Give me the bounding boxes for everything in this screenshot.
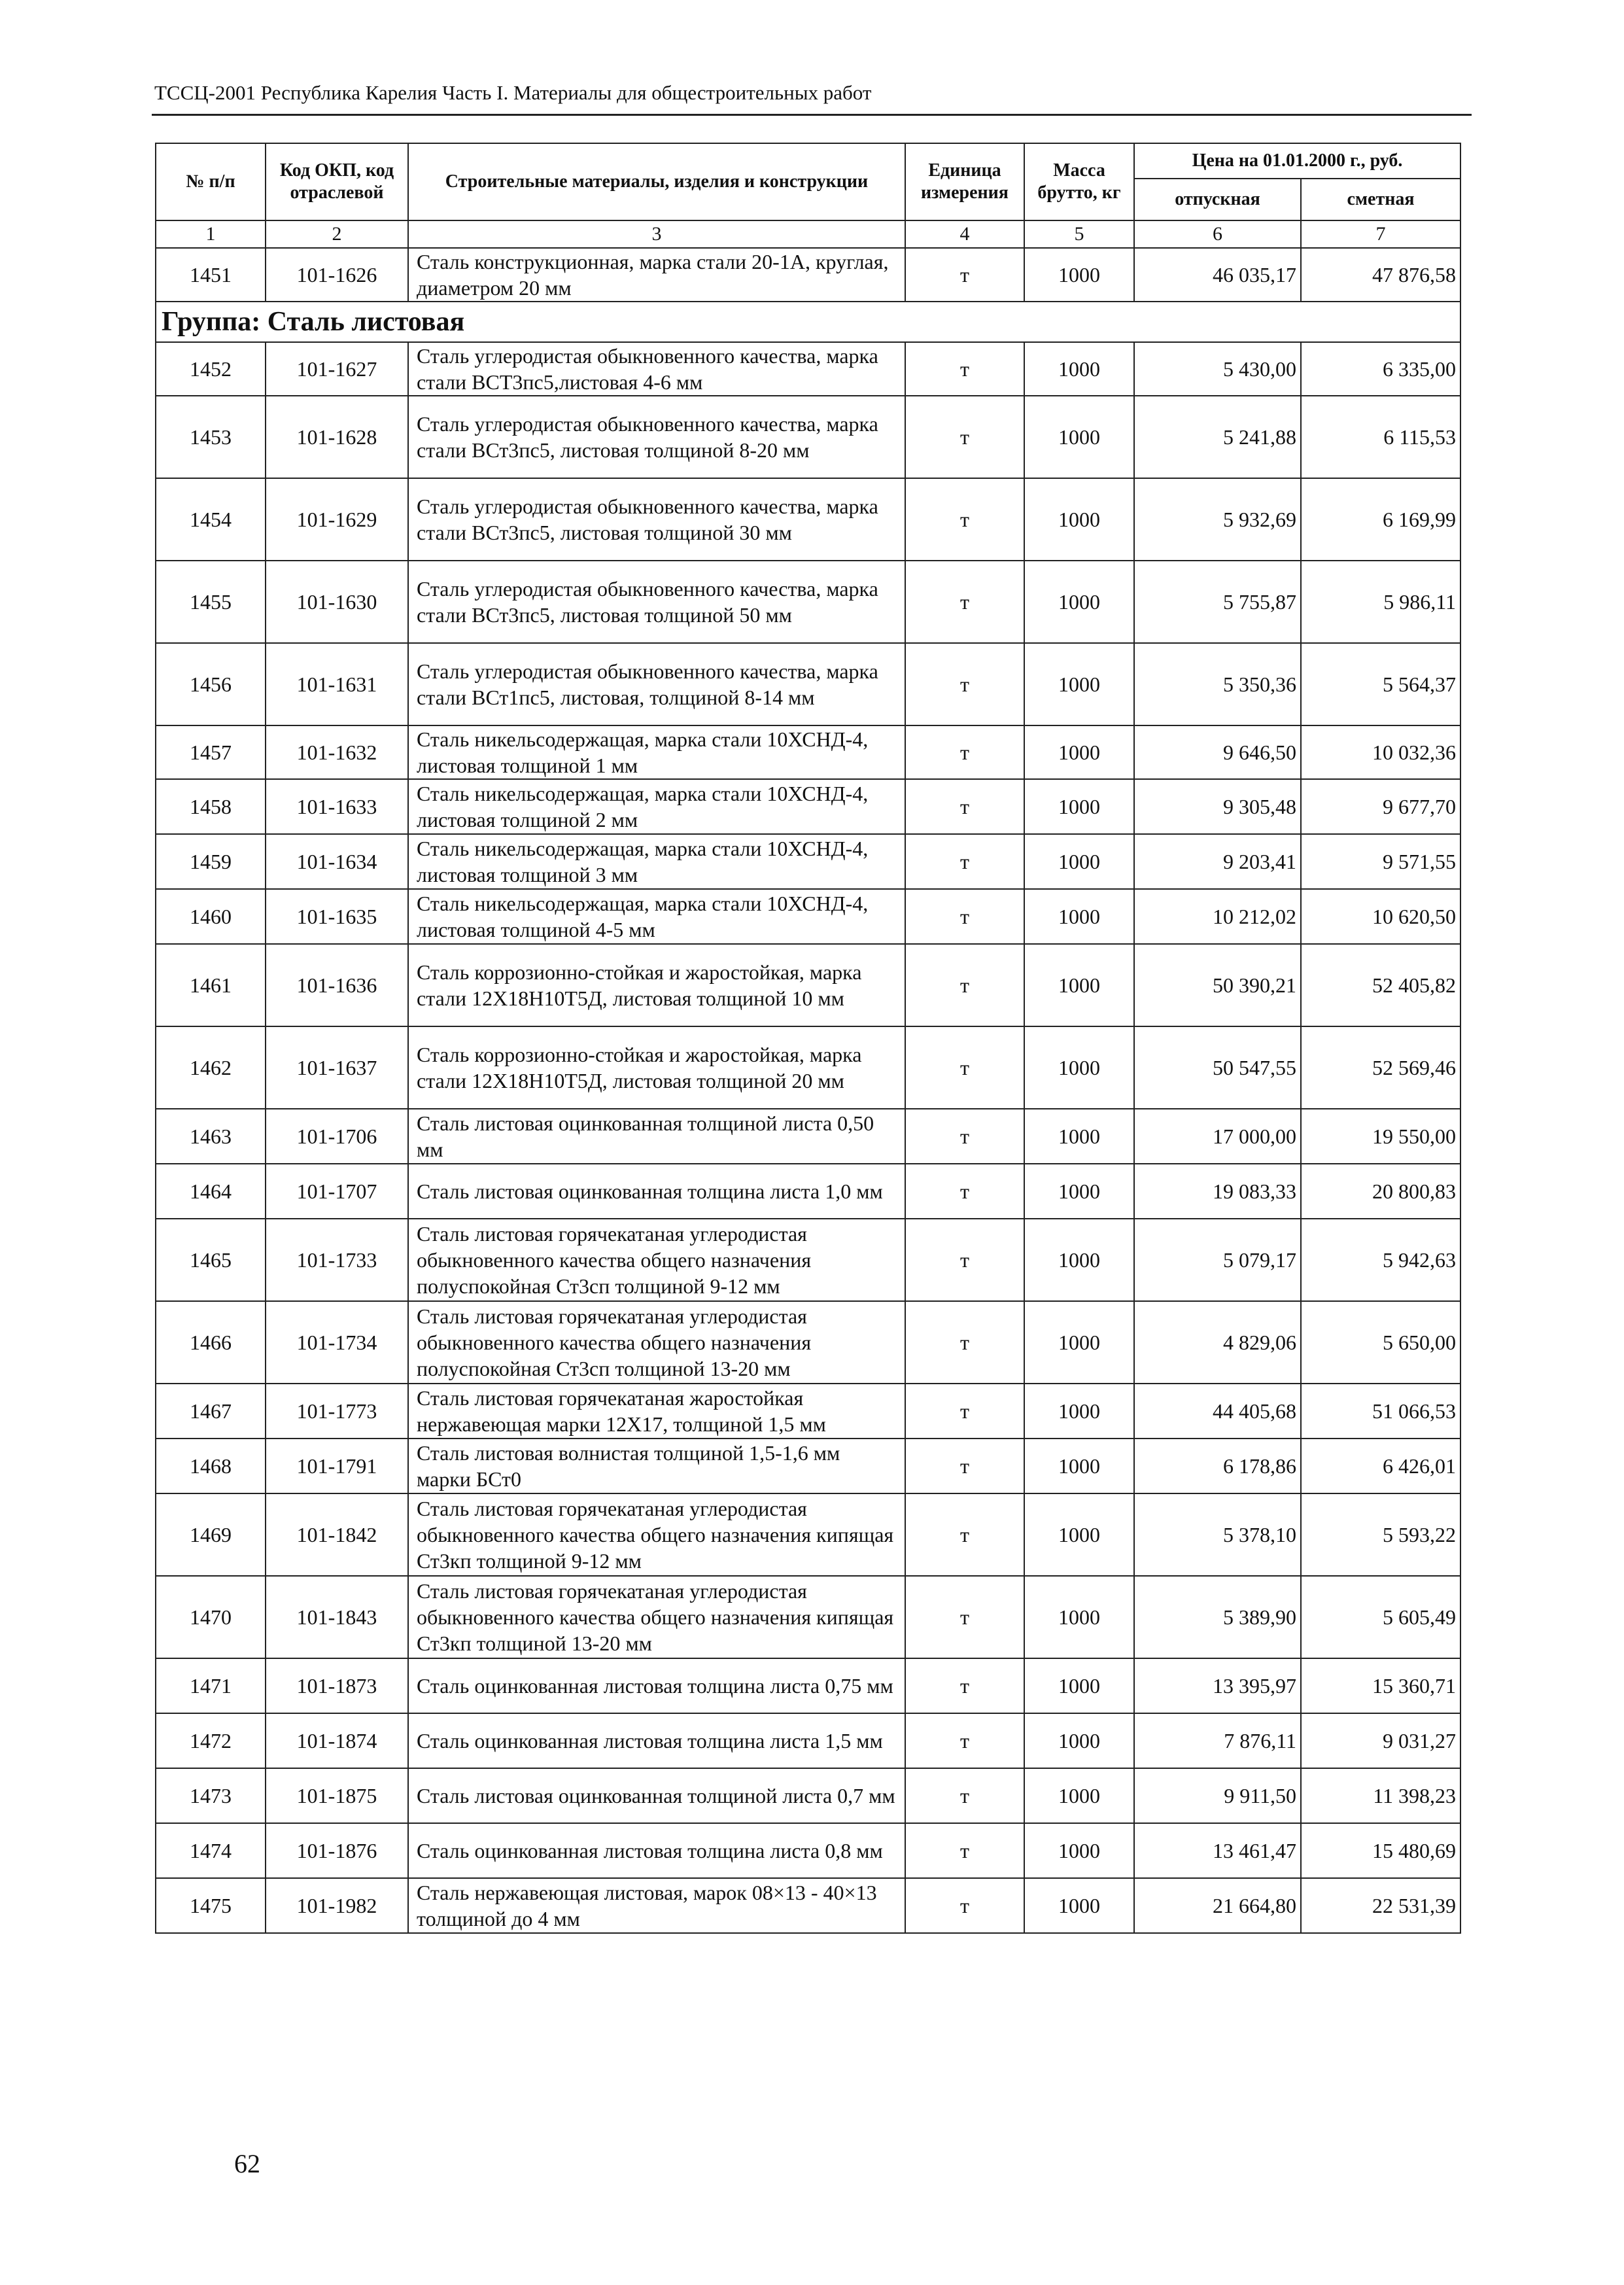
row-number: 1468 <box>156 1439 266 1493</box>
row-price-estimate: 52 569,46 <box>1301 1026 1460 1109</box>
row-price-estimate: 5 942,63 <box>1301 1219 1460 1301</box>
row-price-estimate: 51 066,53 <box>1301 1384 1460 1439</box>
row-price-estimate: 5 986,11 <box>1301 561 1460 643</box>
row-mass: 1000 <box>1024 725 1134 779</box>
row-number: 1467 <box>156 1384 266 1439</box>
row-number: 1461 <box>156 944 266 1026</box>
row-mass: 1000 <box>1024 643 1134 725</box>
row-mass: 1000 <box>1024 1301 1134 1384</box>
row-description: Сталь углеродистая обыкновенного качества, марка стали ВСт3пс5, листовая толщиной 8-20 мм <box>408 396 905 478</box>
row-number: 1462 <box>156 1026 266 1109</box>
row-description: Сталь никельсодержащая, марка стали 10ХСНД-4, листовая толщиной 2 мм <box>408 779 905 834</box>
row-code: 101-1631 <box>266 643 408 725</box>
row-code: 101-1634 <box>266 834 408 889</box>
row-mass: 1000 <box>1024 342 1134 396</box>
row-price-estimate: 10 032,36 <box>1301 725 1460 779</box>
row-unit: т <box>905 1219 1024 1301</box>
row-unit: т <box>905 1109 1024 1164</box>
row-number: 1466 <box>156 1301 266 1384</box>
row-number: 1471 <box>156 1658 266 1713</box>
row-price-release: 13 461,47 <box>1134 1823 1301 1878</box>
row-description: Сталь коррозионно-стойкая и жаростойкая, марка стали 12Х18Н10Т5Д, листовая толщиной 10 мм <box>408 944 905 1026</box>
row-code: 101-1630 <box>266 561 408 643</box>
row-unit: т <box>905 1768 1024 1823</box>
row-price-release: 10 212,02 <box>1134 889 1301 944</box>
row-mass: 1000 <box>1024 944 1134 1026</box>
row-code: 101-1632 <box>266 725 408 779</box>
column-number: 1 <box>156 220 266 248</box>
row-unit: т <box>905 396 1024 478</box>
header-row-1 <box>156 143 1460 179</box>
row-price-release: 4 829,06 <box>1134 1301 1301 1384</box>
row-number: 1470 <box>156 1576 266 1658</box>
row-description: Сталь углеродистая обыкновенного качества, марка стали ВСт1пс5, листовая, толщиной 8-14 мм <box>408 643 905 725</box>
table-row <box>156 1301 1460 1384</box>
row-description: Сталь коррозионно-стойкая и жаростойкая, марка стали 12Х18Н10Т5Д, листовая толщиной 20 мм <box>408 1026 905 1109</box>
table-row <box>156 1219 1460 1301</box>
row-description: Сталь листовая горячекатаная жаростойкая нержавеющая марки 12Х17, толщиной 1,5 мм <box>408 1384 905 1439</box>
col-header-desc: Строительные материалы, изделия и конструкции <box>408 143 905 220</box>
row-price-release: 5 378,10 <box>1134 1493 1301 1576</box>
row-description: Сталь листовая оцинкованная толщиной листа 0,7 мм <box>408 1768 905 1823</box>
row-price-estimate: 5 564,37 <box>1301 643 1460 725</box>
row-description: Сталь листовая горячекатаная углеродистая обыкновенного качества общего назначения полуспокойная Ст3сп толщиной 9-12 мм <box>408 1219 905 1301</box>
row-description: Сталь оцинкованная листовая толщина листа 0,8 мм <box>408 1823 905 1878</box>
row-unit: т <box>905 944 1024 1026</box>
row-code: 101-1629 <box>266 478 408 561</box>
row-mass: 1000 <box>1024 1026 1134 1109</box>
row-unit: т <box>905 1713 1024 1768</box>
row-number: 1455 <box>156 561 266 643</box>
row-price-estimate: 22 531,39 <box>1301 1878 1460 1933</box>
row-description: Сталь углеродистая обыкновенного качества, марка стали ВСт3пс5, листовая толщиной 30 мм <box>408 478 905 561</box>
table-row <box>156 1713 1460 1768</box>
row-description: Сталь листовая оцинкованная толщиной листа 0,50 мм <box>408 1109 905 1164</box>
row-number: 1475 <box>156 1878 266 1933</box>
row-unit: т <box>905 1823 1024 1878</box>
row-number: 1460 <box>156 889 266 944</box>
col-header-price-release: отпускная <box>1134 179 1301 220</box>
row-unit: т <box>905 1301 1024 1384</box>
row-price-release: 50 547,55 <box>1134 1026 1301 1109</box>
row-description: Сталь листовая волнистая толщиной 1,5-1,6 мм марки БСт0 <box>408 1439 905 1493</box>
row-description: Сталь оцинкованная листовая толщина листа 0,75 мм <box>408 1658 905 1713</box>
row-price-release: 5 389,90 <box>1134 1576 1301 1658</box>
column-number: 7 <box>1301 220 1460 248</box>
row-mass: 1000 <box>1024 1658 1134 1713</box>
table-row <box>156 889 1460 944</box>
row-price-estimate: 9 031,27 <box>1301 1713 1460 1768</box>
row-code: 101-1874 <box>266 1713 408 1768</box>
table-row <box>156 1026 1460 1109</box>
row-number: 1458 <box>156 779 266 834</box>
row-price-release: 7 876,11 <box>1134 1713 1301 1768</box>
row-code: 101-1637 <box>266 1026 408 1109</box>
table-row <box>156 1576 1460 1658</box>
row-code: 101-1982 <box>266 1878 408 1933</box>
group-title: Группа: Сталь листовая <box>156 302 1460 342</box>
row-mass: 1000 <box>1024 1878 1134 1933</box>
row-code: 101-1635 <box>266 889 408 944</box>
row-number: 1459 <box>156 834 266 889</box>
row-mass: 1000 <box>1024 396 1134 478</box>
table-row <box>156 561 1460 643</box>
table-row <box>156 342 1460 396</box>
col-header-mass: Масса брутто, кг <box>1024 143 1134 220</box>
column-number: 3 <box>408 220 905 248</box>
row-unit: т <box>905 478 1024 561</box>
row-description: Сталь листовая оцинкованная толщина листа 1,0 мм <box>408 1164 905 1219</box>
row-price-estimate: 9 677,70 <box>1301 779 1460 834</box>
row-price-estimate: 6 426,01 <box>1301 1439 1460 1493</box>
row-price-release: 9 911,50 <box>1134 1768 1301 1823</box>
row-number: 1456 <box>156 643 266 725</box>
column-number: 2 <box>266 220 408 248</box>
table-row <box>156 725 1460 779</box>
row-number: 1464 <box>156 1164 266 1219</box>
group-row <box>156 302 1460 342</box>
row-code: 101-1633 <box>266 779 408 834</box>
row-description: Сталь конструкционная, марка стали 20-1А, круглая, диаметром 20 мм <box>408 248 905 302</box>
row-mass: 1000 <box>1024 248 1134 302</box>
col-header-num: № п/п <box>156 143 266 220</box>
row-number: 1451 <box>156 248 266 302</box>
row-code: 101-1733 <box>266 1219 408 1301</box>
row-code: 101-1843 <box>266 1576 408 1658</box>
row-price-estimate: 5 593,22 <box>1301 1493 1460 1576</box>
col-header-unit: Единица измерения <box>905 143 1024 220</box>
row-number: 1452 <box>156 342 266 396</box>
table-row <box>156 1493 1460 1576</box>
row-unit: т <box>905 1493 1024 1576</box>
row-price-release: 46 035,17 <box>1134 248 1301 302</box>
table-row <box>156 1823 1460 1878</box>
row-price-estimate: 9 571,55 <box>1301 834 1460 889</box>
col-header-price-group: Цена на 01.01.2000 г., руб. <box>1134 143 1460 179</box>
row-code: 101-1875 <box>266 1768 408 1823</box>
row-code: 101-1636 <box>266 944 408 1026</box>
column-number: 4 <box>905 220 1024 248</box>
row-unit: т <box>905 1439 1024 1493</box>
table-row <box>156 478 1460 561</box>
row-price-estimate: 15 480,69 <box>1301 1823 1460 1878</box>
row-price-estimate: 5 650,00 <box>1301 1301 1460 1384</box>
row-price-estimate: 6 335,00 <box>1301 342 1460 396</box>
table-row <box>156 1109 1460 1164</box>
row-price-estimate: 19 550,00 <box>1301 1109 1460 1164</box>
table-row <box>156 944 1460 1026</box>
row-unit: т <box>905 561 1024 643</box>
col-header-code: Код ОКП, код отраслевой <box>266 143 408 220</box>
row-mass: 1000 <box>1024 1109 1134 1164</box>
page-number: 62 <box>234 2149 260 2178</box>
row-description: Сталь углеродистая обыкновенного качества, марка стали ВСТ3пс5,листовая 4-6 мм <box>408 342 905 396</box>
row-price-release: 17 000,00 <box>1134 1109 1301 1164</box>
row-unit: т <box>905 1878 1024 1933</box>
row-number: 1465 <box>156 1219 266 1301</box>
row-price-release: 13 395,97 <box>1134 1658 1301 1713</box>
row-price-release: 6 178,86 <box>1134 1439 1301 1493</box>
row-code: 101-1734 <box>266 1301 408 1384</box>
row-price-release: 5 241,88 <box>1134 396 1301 478</box>
row-mass: 1000 <box>1024 1823 1134 1878</box>
row-description: Сталь листовая горячекатаная углеродистая обыкновенного качества общего назначения полуспокойная Ст3сп толщиной 13-20 мм <box>408 1301 905 1384</box>
row-description: Сталь углеродистая обыкновенного качества, марка стали ВСт3пс5, листовая толщиной 50 мм <box>408 561 905 643</box>
table-row <box>156 1658 1460 1713</box>
row-mass: 1000 <box>1024 478 1134 561</box>
row-unit: т <box>905 834 1024 889</box>
row-description: Сталь никельсодержащая, марка стали 10ХСНД-4, листовая толщиной 4-5 мм <box>408 889 905 944</box>
table-row <box>156 1439 1460 1493</box>
row-number: 1469 <box>156 1493 266 1576</box>
table-row <box>156 1768 1460 1823</box>
row-number: 1473 <box>156 1768 266 1823</box>
column-number: 6 <box>1134 220 1301 248</box>
row-price-release: 5 350,36 <box>1134 643 1301 725</box>
row-price-estimate: 6 115,53 <box>1301 396 1460 478</box>
table-row <box>156 248 1460 302</box>
row-unit: т <box>905 1384 1024 1439</box>
row-code: 101-1628 <box>266 396 408 478</box>
row-price-release: 5 079,17 <box>1134 1219 1301 1301</box>
table-row <box>156 396 1460 478</box>
row-price-estimate: 20 800,83 <box>1301 1164 1460 1219</box>
header-rule <box>152 114 1472 116</box>
row-code: 101-1873 <box>266 1658 408 1713</box>
row-price-estimate: 15 360,71 <box>1301 1658 1460 1713</box>
row-price-release: 19 083,33 <box>1134 1164 1301 1219</box>
row-mass: 1000 <box>1024 561 1134 643</box>
row-price-release: 9 203,41 <box>1134 834 1301 889</box>
row-price-estimate: 5 605,49 <box>1301 1576 1460 1658</box>
row-price-estimate: 52 405,82 <box>1301 944 1460 1026</box>
row-description: Сталь листовая горячекатаная углеродистая обыкновенного качества общего назначения кипящая Ст3кп толщиной 9-12 мм <box>408 1493 905 1576</box>
col-header-price-estimate: сметная <box>1301 179 1460 220</box>
row-number: 1472 <box>156 1713 266 1768</box>
row-unit: т <box>905 248 1024 302</box>
row-price-release: 5 430,00 <box>1134 342 1301 396</box>
row-mass: 1000 <box>1024 889 1134 944</box>
row-code: 101-1627 <box>266 342 408 396</box>
row-number: 1457 <box>156 725 266 779</box>
row-code: 101-1876 <box>266 1823 408 1878</box>
row-number: 1463 <box>156 1109 266 1164</box>
table-row <box>156 1878 1460 1933</box>
row-mass: 1000 <box>1024 1219 1134 1301</box>
row-price-release: 5 932,69 <box>1134 478 1301 561</box>
row-unit: т <box>905 1164 1024 1219</box>
row-description: Сталь никельсодержащая, марка стали 10ХСНД-4, листовая толщиной 3 мм <box>408 834 905 889</box>
row-unit: т <box>905 1576 1024 1658</box>
table-row <box>156 1164 1460 1219</box>
row-description: Сталь оцинкованная листовая толщина листа 1,5 мм <box>408 1713 905 1768</box>
row-mass: 1000 <box>1024 1768 1134 1823</box>
column-number-row <box>156 220 1460 248</box>
row-mass: 1000 <box>1024 1439 1134 1493</box>
row-mass: 1000 <box>1024 1576 1134 1658</box>
row-number: 1453 <box>156 396 266 478</box>
row-price-release: 50 390,21 <box>1134 944 1301 1026</box>
row-unit: т <box>905 779 1024 834</box>
row-code: 101-1626 <box>266 248 408 302</box>
row-price-release: 44 405,68 <box>1134 1384 1301 1439</box>
row-mass: 1000 <box>1024 834 1134 889</box>
row-description: Сталь нержавеющая листовая, марок 08×13 - 40×13 толщиной до 4 мм <box>408 1878 905 1933</box>
row-mass: 1000 <box>1024 1164 1134 1219</box>
row-code: 101-1773 <box>266 1384 408 1439</box>
row-description: Сталь листовая горячекатаная углеродистая обыкновенного качества общего назначения кипящая Ст3кп толщиной 13-20 мм <box>408 1576 905 1658</box>
table-row <box>156 834 1460 889</box>
row-mass: 1000 <box>1024 779 1134 834</box>
column-number: 5 <box>1024 220 1134 248</box>
table-row <box>156 1384 1460 1439</box>
row-number: 1454 <box>156 478 266 561</box>
row-unit: т <box>905 725 1024 779</box>
row-unit: т <box>905 342 1024 396</box>
row-price-release: 9 646,50 <box>1134 725 1301 779</box>
row-unit: т <box>905 1026 1024 1109</box>
row-price-release: 9 305,48 <box>1134 779 1301 834</box>
row-code: 101-1791 <box>266 1439 408 1493</box>
row-unit: т <box>905 643 1024 725</box>
price-table <box>155 143 1461 1934</box>
row-number: 1474 <box>156 1823 266 1878</box>
row-mass: 1000 <box>1024 1493 1134 1576</box>
row-unit: т <box>905 1658 1024 1713</box>
row-mass: 1000 <box>1024 1384 1134 1439</box>
row-code: 101-1707 <box>266 1164 408 1219</box>
running-header: ТССЦ-2001 Республика Карелия Часть I. Материалы для общестроительных работ <box>154 81 872 104</box>
table-row <box>156 779 1460 834</box>
row-price-estimate: 47 876,58 <box>1301 248 1460 302</box>
row-price-release: 5 755,87 <box>1134 561 1301 643</box>
row-price-estimate: 11 398,23 <box>1301 1768 1460 1823</box>
table-row <box>156 643 1460 725</box>
row-price-estimate: 6 169,99 <box>1301 478 1460 561</box>
row-price-release: 21 664,80 <box>1134 1878 1301 1933</box>
row-unit: т <box>905 889 1024 944</box>
row-description: Сталь никельсодержащая, марка стали 10ХСНД-4, листовая толщиной 1 мм <box>408 725 905 779</box>
row-mass: 1000 <box>1024 1713 1134 1768</box>
row-code: 101-1842 <box>266 1493 408 1576</box>
row-code: 101-1706 <box>266 1109 408 1164</box>
row-price-estimate: 10 620,50 <box>1301 889 1460 944</box>
